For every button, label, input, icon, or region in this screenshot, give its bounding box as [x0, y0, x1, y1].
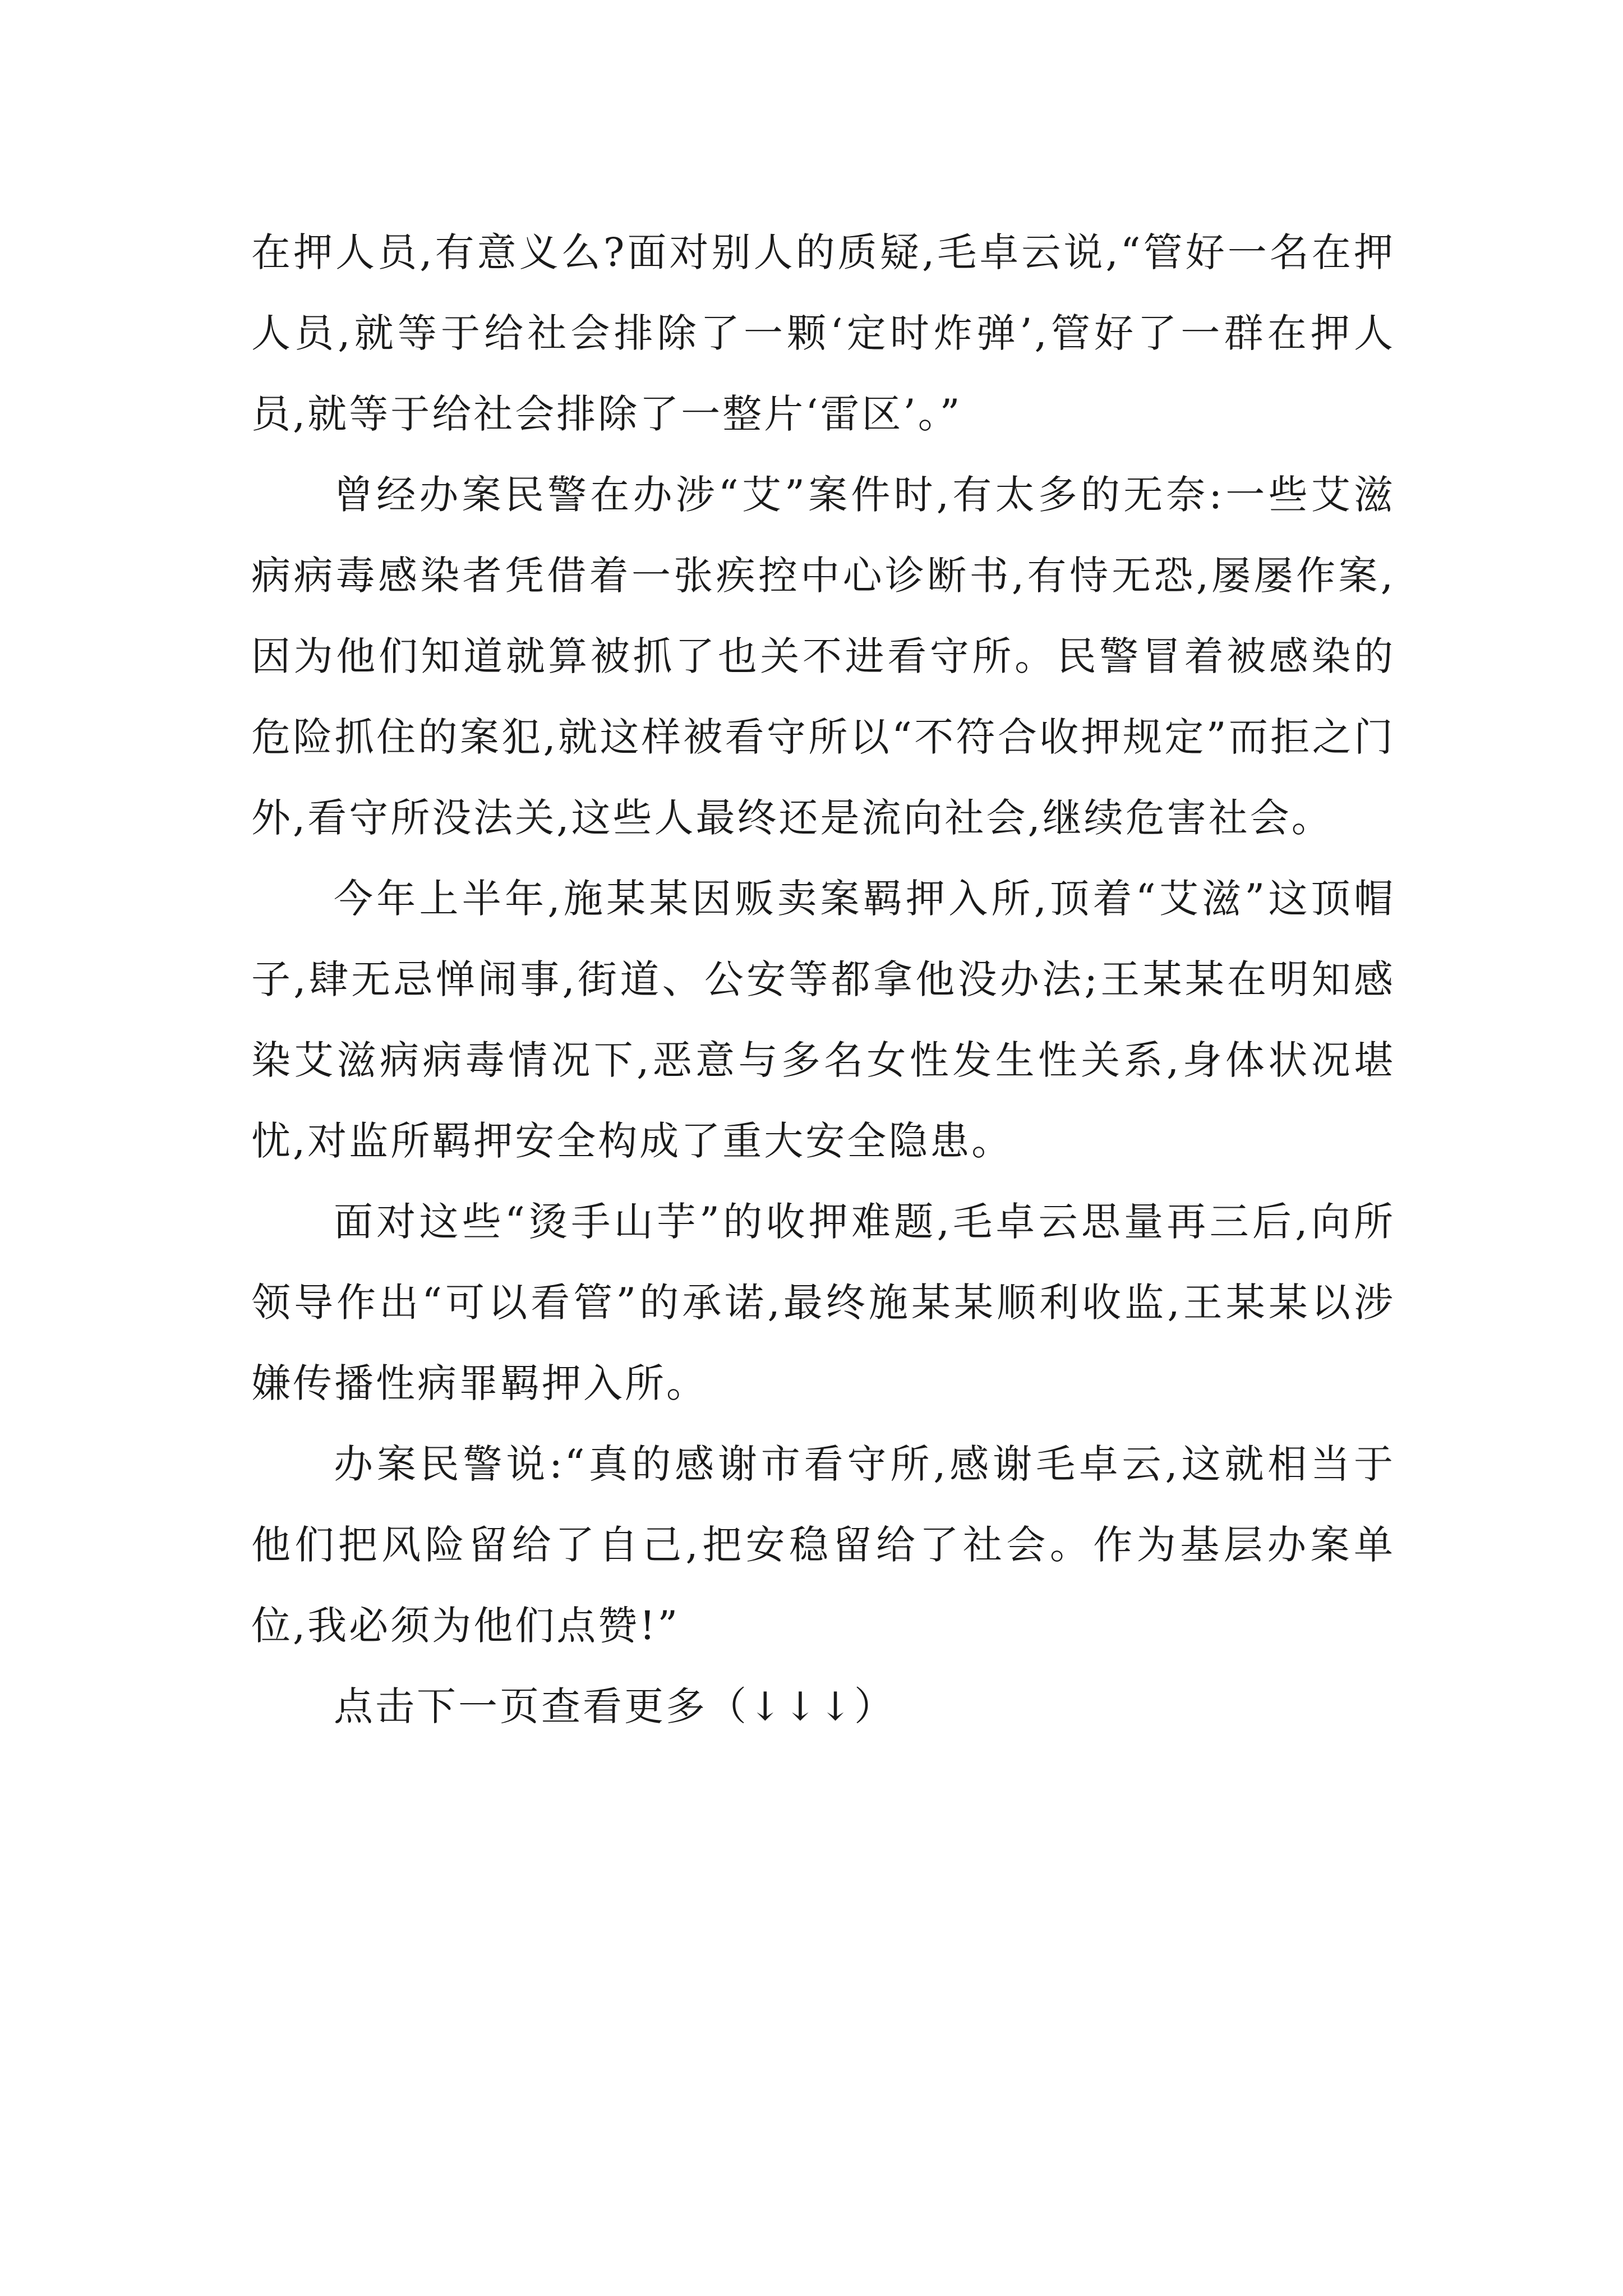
- article-body: [251, 212, 1395, 1747]
- paragraph-continuation: 在押人员,有意义么?面对别人的质疑,毛卓云说,“管好一名在押人员,就等于给社会排除了一颗‘定时炸弹’,管好了一群在押人员,就等于给社会排除了一整片‘雷区’。”: [251, 229, 1395, 437]
- paragraph-officer-quote: 办案民警说:“真的感谢市看守所,感谢毛卓云,这就相当于他们把风险留给了自己,把安稳留给了社会。作为基层办案单位,我必须为他们点赞!”: [251, 1441, 1395, 1649]
- paragraph-custody-decision: 面对这些“烫手山芋”的收押难题,毛卓云思量再三后,向所领导作出“可以看管”的承诺,最终施某某顺利收监,王某某以涉嫌传播性病罪羁押入所。: [251, 1199, 1395, 1406]
- next-page-link[interactable]: 点击下一页查看更多（↓↓↓）: [334, 1683, 896, 1729]
- paragraph-first-half-year: 今年上半年,施某某因贩卖案羁押入所,顶着“艾滋”这顶帽子,肆无忌惮闹事,街道、公安等都拿他没办法;王某某在明知感染艾滋病病毒情况下,恶意与多名女性发生性关系,身体状况堪忧,对监所羁押安全构成了重大安全隐患。: [251, 876, 1395, 1164]
- paragraph-aids-cases: 曾经办案民警在办涉“艾”案件时,有太多的无奈:一些艾滋病病毒感染者凭借着一张疾控中心诊断书,有恃无恐,屡屡作案,因为他们知道就算被抓了也关不进看守所。民警冒着被感染的危险抓住的案犯,就这样被看守所以“不符合收押规定”而拒之门外,看守所没法关,这些人最终还是流向社会,继续危害社会。: [251, 472, 1395, 841]
